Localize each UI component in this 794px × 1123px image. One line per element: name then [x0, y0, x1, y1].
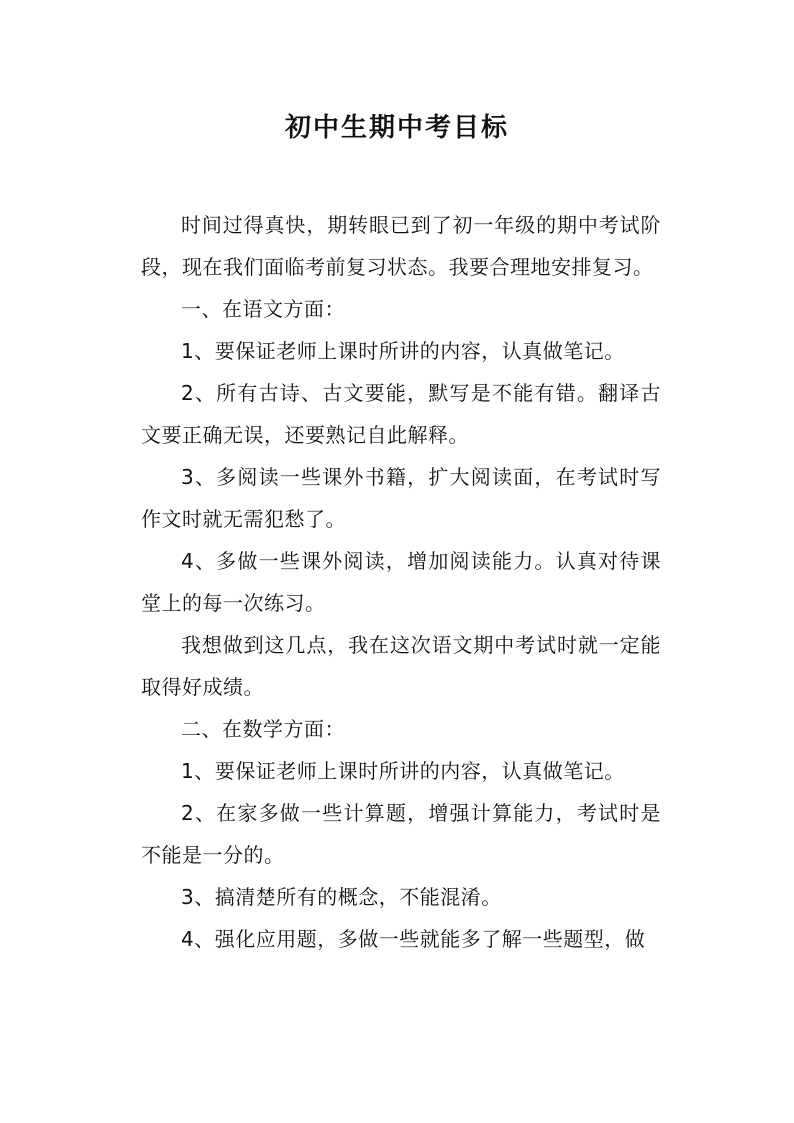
list-item: 2、在家多做一些计算题，增强计算能力，考试时是不能是一分的。 [141, 801, 661, 867]
list-item: 4、强化应用题，多做一些就能多了解一些题型，做 [181, 927, 646, 951]
list-item: 2、所有古诗、古文要能，默写是不能有错。翻译古文要正确无误，还要熟记自此解释。 [141, 381, 661, 447]
paragraph-conclusion: 我想做到这几点，我在这次语文期中考试时就一定能取得好成绩。 [141, 633, 661, 699]
list-item: 3、多阅读一些课外书籍，扩大阅读面，在考试时写作文时就无需犯愁了。 [141, 465, 661, 531]
document-title: 初中生期中考目标 [284, 113, 509, 143]
list-item: 4、多做一些课外阅读，增加阅读能力。认真对待课堂上的每一次练习。 [141, 549, 661, 615]
section-heading-chinese: 一、在语文方面： [181, 297, 345, 321]
list-item: 1、要保证老师上课时所讲的内容，认真做笔记。 [181, 759, 625, 783]
list-item: 1、要保证老师上课时所讲的内容，认真做笔记。 [181, 339, 625, 363]
document-body [141, 204, 661, 960]
paragraph-intro: 时间过得真快，期转眼已到了初一年级的期中考试阶段，现在我们面临考前复习状态。我要合理地安排复习。 [141, 213, 661, 279]
list-item: 3、搞清楚所有的概念，不能混淆。 [181, 885, 502, 909]
section-heading-math: 二、在数学方面： [181, 717, 345, 741]
